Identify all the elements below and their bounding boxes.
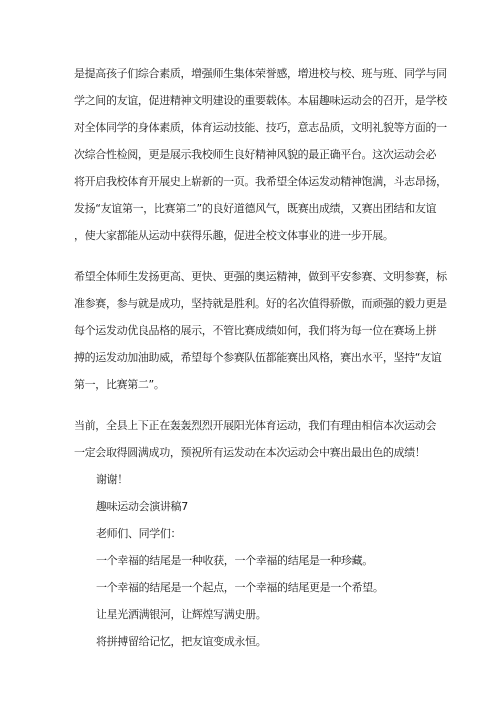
- next-speech-title: 趣味运动会演讲稿7: [96, 500, 188, 513]
- paragraph-1-line-1: 是提高孩子们综合素质，增强师生集体荣誉感，增进校与校、班与班、同学与同: [74, 67, 447, 80]
- verse-line-4: 将拼搏留给记忆，把友谊变成永恒。: [96, 635, 267, 648]
- paragraph-1-line-3: 对全体同学的身体素质，体育运动技能、技巧，意志品质，文明礼貌等方面的一: [74, 121, 447, 134]
- paragraph-1-line-2: 学之间的友谊，促进精神文明建设的重要载体。本届趣味运动会的召开，是学校: [74, 94, 447, 107]
- closing-text: 谢谢！: [96, 473, 128, 486]
- paragraph-2-line-3: 每个运发动优良品格的展示，不管比赛成绩如何，我们将为每一位在赛场上拼: [74, 324, 437, 337]
- paragraph-3-line-2: 一定会取得圆满成功，预祝所有运发动在本次运动会中赛出最出色的成绩！: [74, 446, 426, 459]
- verse-line-3: 让星光洒满银河，让辉煌写满史册。: [96, 608, 267, 621]
- paragraph-1-line-5: 将开启我校体育开展史上崭新的一页。我希望全体运发动精神饱满，斗志昂扬，: [74, 175, 447, 188]
- verse-line-1: 一个幸福的结尾是一种收获，一个幸福的结尾是一种珍藏。: [96, 554, 373, 567]
- salutation: 老师们、同学们：: [96, 527, 182, 540]
- paragraph-1-line-4: 次综合性检阅，更是展示我校师生良好精神风貌的最正确平台。这次运动会必: [74, 148, 437, 161]
- paragraph-2-line-5: 第一，比赛第二”。: [74, 378, 165, 391]
- paragraph-2-line-1: 希望全体师生发扬更高、更快、更强的奥运精神，做到平安参赛、文明参赛，标: [74, 270, 447, 283]
- paragraph-2-line-4: 搏的运发动加油助威，希望每个参赛队伍都能赛出风格，赛出水平，坚持“友谊: [74, 351, 442, 364]
- paragraph-2-line-2: 准参赛，参与就是成功，坚持就是胜利。好的名次值得骄傲，而顽强的毅力更是: [74, 297, 447, 310]
- paragraph-1-line-6: 发扬“友谊第一，比赛第二”的良好道德风气，既赛出成绩，又赛出团结和友谊: [74, 202, 437, 215]
- verse-line-2: 一个幸福的结尾是一个起点，一个幸福的结尾更是一个希望。: [96, 581, 384, 594]
- paragraph-3-line-1: 当前，全县上下正在轰轰烈烈开展阳光体育运动，我们有理由相信本次运动会: [74, 419, 437, 432]
- paragraph-1-line-7: ，使大家都能从运动中获得乐趣，促进全校文体事业的进一步开展。: [74, 229, 394, 242]
